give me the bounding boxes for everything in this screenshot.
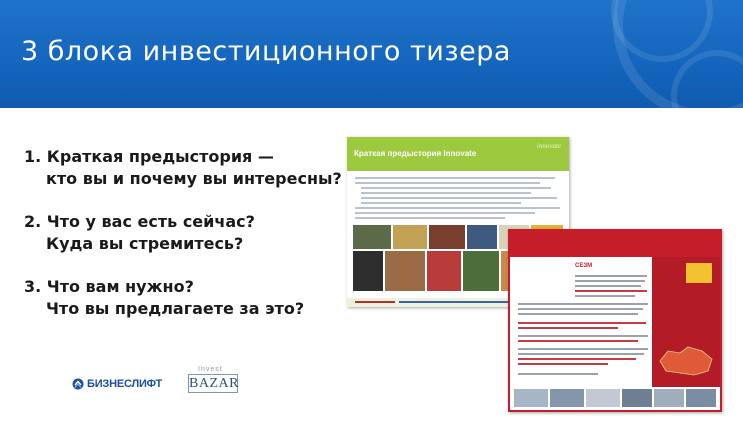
biznes-logo-icon: [72, 378, 84, 390]
teaser-block-heading: 2. Что у вас есть сейчас?: [24, 212, 255, 231]
text-line: [518, 340, 638, 342]
text-line: [518, 303, 648, 305]
teaser-red-header: [510, 231, 720, 257]
text-line: [361, 187, 551, 189]
teaser-photo: [353, 251, 383, 291]
teaser-photo: [622, 389, 652, 407]
text-line: [355, 207, 560, 209]
teaser-photo: [353, 225, 391, 249]
teaser-example-title: Краткая предыстория Innovate: [354, 149, 477, 158]
teaser-block-subheading: Что вы предлагаете за это?: [46, 299, 305, 318]
invest-bazar-logo: [188, 366, 238, 394]
teaser-photo: [686, 389, 716, 407]
teaser-example-header: [347, 137, 569, 171]
text-line: [518, 348, 648, 350]
text-line: [355, 217, 505, 219]
teaser-photo: [514, 389, 548, 407]
text-line: [575, 295, 635, 297]
text-line: [518, 358, 636, 360]
text-line: [575, 285, 641, 287]
header-banner: [0, 0, 743, 108]
teaser-example-sezm: [508, 229, 722, 412]
teaser-block-1: [24, 146, 344, 190]
teaser-block-3: [24, 276, 344, 320]
text-line: [518, 308, 643, 310]
teaser-block-heading: 1. Краткая предыстория —: [24, 147, 274, 166]
invest-bazar-logo-main: BAZAR: [189, 376, 239, 391]
map-icon: [658, 341, 714, 381]
biznes-logo-text: БИЗНЕСЛИФТ: [87, 378, 162, 390]
text-line: [355, 212, 535, 214]
biznes-logo: [72, 377, 162, 391]
teaser-example-title: СЕЗМ: [575, 263, 593, 269]
text-line: [575, 280, 645, 282]
teaser-photo: [550, 389, 584, 407]
slide-title: 3 блока инвестиционного тизера: [21, 36, 511, 67]
teaser-blocks-list: [24, 146, 344, 341]
text-line: [575, 275, 647, 277]
text-line: [355, 177, 555, 179]
teaser-block-subheading: Куда вы стремитесь?: [46, 234, 244, 253]
text-line: [355, 182, 540, 184]
teaser-photo: [429, 225, 465, 249]
text-line: [518, 335, 648, 337]
text-line: [361, 202, 521, 204]
teaser-logo-badge: [686, 263, 712, 283]
text-line: [518, 322, 646, 324]
teaser-photo: [586, 389, 620, 407]
text-line: [361, 192, 531, 194]
teaser-photo: [393, 225, 427, 249]
text-line: [518, 313, 638, 315]
teaser-block-subheading: кто вы и почему вы интересны?: [46, 169, 342, 188]
text-line: [575, 290, 647, 292]
text-line: [518, 353, 644, 355]
teaser-example-brand: innovate: [536, 142, 561, 150]
teaser-photo: [467, 225, 497, 249]
invest-bazar-logo-top: Invest: [198, 366, 223, 373]
teaser-block-2: [24, 211, 344, 255]
text-line: [518, 327, 618, 329]
teaser-photo: [385, 251, 425, 291]
text-line: [361, 197, 557, 199]
teaser-block-heading: 3. Что вам нужно?: [24, 277, 194, 296]
teaser-photo: [427, 251, 461, 291]
text-line: [518, 373, 598, 375]
footer-link-line: [355, 301, 395, 303]
teaser-photo: [463, 251, 499, 291]
teaser-photo: [654, 389, 684, 407]
text-line: [518, 363, 608, 365]
